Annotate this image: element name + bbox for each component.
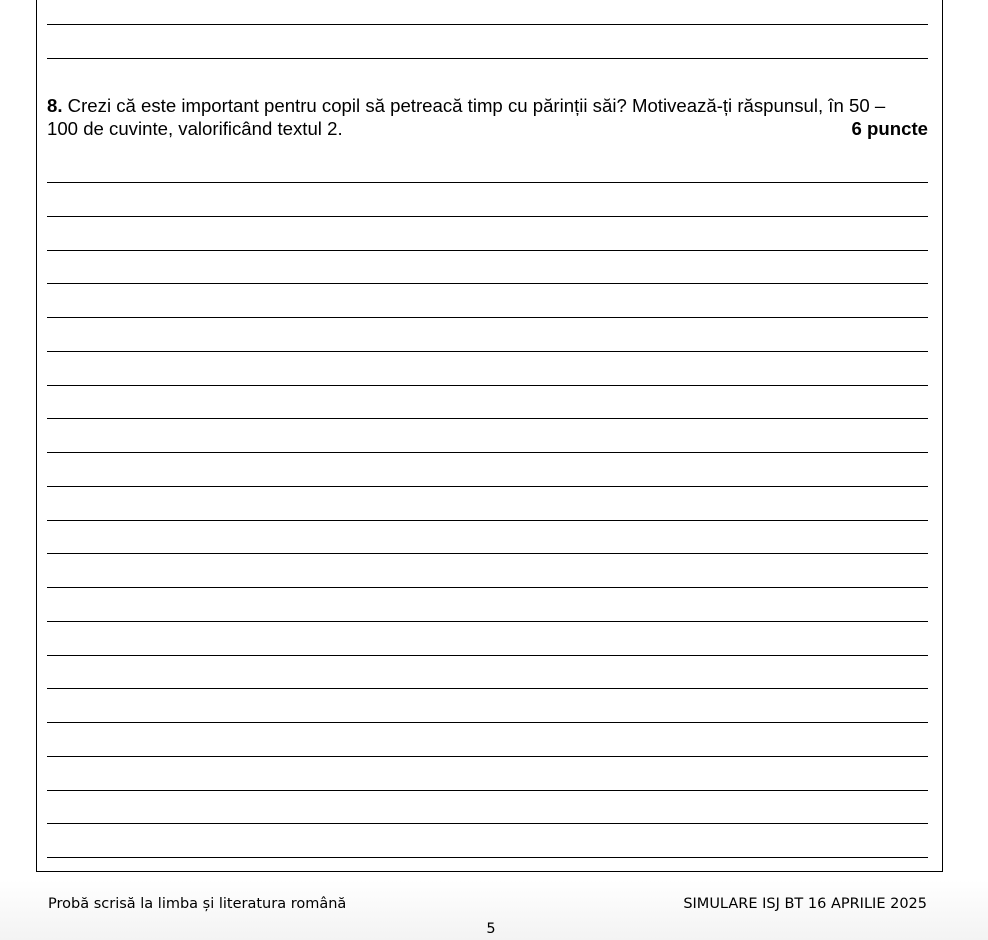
answer-line — [47, 520, 928, 521]
answer-line — [47, 351, 928, 352]
answer-line — [47, 385, 928, 386]
answer-line — [47, 452, 928, 453]
page-number: 5 — [486, 921, 496, 937]
answer-line — [47, 756, 928, 757]
answer-line — [47, 283, 928, 284]
answer-line — [47, 823, 928, 824]
answer-line — [47, 553, 928, 554]
question-text-part-2: 100 de cuvinte, valorificând textul 2. — [47, 118, 343, 139]
answer-line — [47, 688, 928, 689]
question-text-line-1 — [47, 94, 940, 117]
answer-line — [47, 250, 928, 251]
answer-line — [47, 486, 928, 487]
answer-line — [47, 857, 928, 858]
answer-line-previous — [47, 58, 928, 59]
answer-line — [47, 182, 928, 183]
answer-line — [47, 418, 928, 419]
question-text-line-2 — [47, 117, 940, 140]
answer-line — [47, 722, 928, 723]
answer-line — [47, 216, 928, 217]
question-text-part-1: Crezi că este important pentru copil să petreacă timp cu părinții săi? Motivează-ți răspunsul, în 50 – — [62, 95, 886, 116]
footer-exam-session: SIMULARE ISJ BT 16 APRILIE 2025 — [683, 896, 927, 912]
answer-line — [47, 655, 928, 656]
footer-exam-title: Probă scrisă la limba și literatura română — [48, 896, 347, 912]
question-number: 8. — [47, 95, 63, 116]
answer-line — [47, 317, 928, 318]
answer-line-previous — [47, 24, 928, 25]
question-points: 6 puncte — [851, 118, 928, 139]
answer-line — [47, 587, 928, 588]
answer-line — [47, 621, 928, 622]
question-8 — [47, 94, 940, 140]
answer-line — [47, 790, 928, 791]
